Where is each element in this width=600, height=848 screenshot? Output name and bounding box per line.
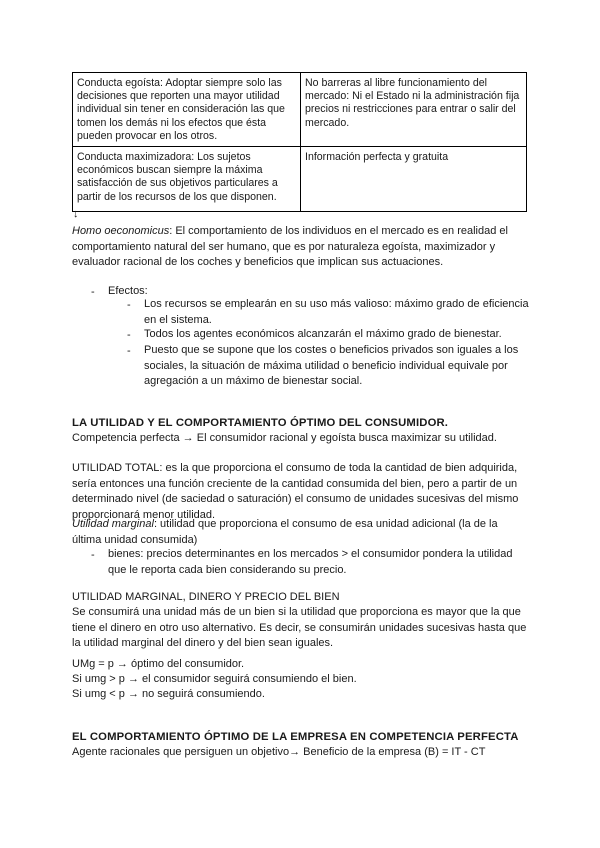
utilidad-marginal-dinero-paragraph: Se consumirá una unidad más de un bien si la utilidad que proporciona es mayor que la que tiene el dinero en otro uso alternativo. Es decir, se consumirán unidades sucesivas hasta que la utilidad marginal del dinero y del bien sean iguales. — [72, 606, 527, 650]
subheading: UTILIDAD MARGINAL, DINERO Y PRECIO DEL BIEN — [72, 591, 340, 603]
bullet-dash: - — [127, 299, 131, 311]
list-item: Los recursos se emplearán en su uso más valioso: máximo grado de eficiencia en el sistema. — [144, 298, 529, 326]
table-cell: Información perfecta y gratuita — [301, 147, 527, 212]
efectos-label: Efectos: — [108, 285, 148, 297]
table-row — [73, 73, 527, 147]
bullet-dash: - — [127, 329, 131, 341]
homo-oeconomicus-paragraph — [72, 224, 528, 271]
rule-line: Si umg < p → no seguirá consumiendo. — [72, 688, 265, 700]
bullet-dash: - — [127, 345, 131, 357]
utilidad-marginal-text: : utilidad que proporciona el consumo de esa unidad adicional (la de la última unidad consumida) — [72, 518, 498, 546]
table-cell: Conducta maximizadora: Los sujetos económicos buscan siempre la máxima satisfacción de sus objetivos particulares a partir de los recursos de los que disponen. — [73, 147, 301, 212]
section-heading: EL COMPORTAMIENTO ÓPTIMO DE LA EMPRESA EN COMPETENCIA PERFECTA — [72, 731, 519, 743]
table-cell: Conducta egoísta: Adoptar siempre solo las decisiones que reporten una mayor utilidad individual sin tener en consideración las que tomen los demás ni los efectos que ésta pueden provocar en los otros. — [73, 73, 301, 147]
list-item: Todos los agentes económicos alcanzarán el máximo grado de bienestar. — [144, 328, 502, 340]
down-arrow-icon: ↓ — [73, 208, 79, 220]
utilidad-marginal-paragraph — [72, 517, 528, 548]
table-cell: No barreras al libre funcionamiento del mercado: Ni el Estado ni la administración fija precios ni restricciones para entrar o salir del mercado. — [301, 73, 527, 147]
conditions-table — [72, 72, 527, 212]
bullet-dash: - — [91, 286, 95, 298]
homo-oeconomicus-term: Homo oeconomicus — [72, 225, 170, 237]
section-intro: Competencia perfecta → El consumidor racional y egoísta busca maximizar su utilidad. — [72, 432, 497, 444]
homo-oeconomicus-text: : El comportamiento de los individuos en el mercado es en realidad el comportamiento natural del ser humano, que es por naturaleza egoísta, maximizador y evaluador racional de los coches y beneficios que implican sus actuaciones. — [72, 225, 508, 269]
utilidad-marginal-term: Utilidad marginal — [72, 518, 154, 530]
list-item: Puesto que se supone que los costes o beneficios privados son iguales a los sociales, la situación de máxima utilidad o beneficio individual equivale por agregación a un máximo de bienestar social. — [144, 344, 519, 388]
rule-line: Si umg > p → el consumidor seguirá consumiendo el bien. — [72, 673, 357, 685]
list-item: bienes: precios determinantes en los mercados > el consumidor pondera la utilidad que le reporta cada bien considerando su precio. — [108, 548, 513, 576]
bullet-dash: - — [91, 549, 95, 561]
empresa-paragraph: Agente racionales que persiguen un objetivo→ Beneficio de la empresa (B) = IT - CT — [72, 746, 486, 758]
table-row — [73, 147, 527, 212]
rule-line: UMg = p → óptimo del consumidor. — [72, 658, 245, 670]
section-heading: LA UTILIDAD Y EL COMPORTAMIENTO ÓPTIMO DEL CONSUMIDOR. — [72, 417, 449, 429]
utilidad-total-paragraph: UTILIDAD TOTAL: es la que proporciona el consumo de toda la cantidad de bien adquirida, sería entonces una función creciente de la cantidad consumida del bien, pero a partir de un determinado nivel (de saciedad o saturación) el consumo de unidades sucesivas del mismo proporcionará menor utilidad. — [72, 462, 519, 521]
